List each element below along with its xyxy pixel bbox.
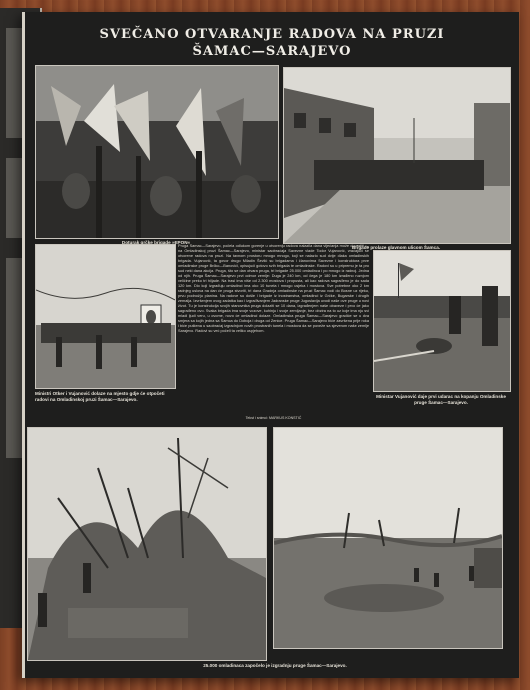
magazine-page xyxy=(22,12,519,678)
caption-mid-left: Ministri Otker i Vujanović dolaze na mjesto gdje će otpočeti radovi na Omladinskoj pruzi Šamac—Sarajevo. xyxy=(35,391,165,402)
photo-youth-clearing-brush xyxy=(27,427,267,661)
photo-main-street-parade xyxy=(283,67,511,244)
photo-field-workers xyxy=(273,427,503,649)
page-title xyxy=(25,26,519,60)
photo-minister-first-dig xyxy=(373,250,511,392)
title-line-1: SVEČANO OTVARANJE RADOVA NA PRUZI xyxy=(99,27,445,42)
photo-epon-brigade xyxy=(35,65,279,239)
photo-ministers-arrive xyxy=(35,244,176,389)
article-byline: Tekst i snimci: MARKUS KONSTIĆ xyxy=(245,416,302,420)
title-line-2: ŠAMAC—SARAJEVO xyxy=(192,44,352,59)
article-body: Pruga Samac—Sarajevo, počela odlukom gorenje u otvorenju radova nalazila dana vijećanja može dovratiti — na Omladinskoj pruzi Šamac—Sarajevo, ministar saobraćaja Savezne vlade Todor Vujanović, vraćajući se otvorene radova na pruzi. Na tavnom prostoru mnogo mnogo, koji se nalazio sud dvije dlaka omladinskih brigada. Vujanović, ta govor drugo Miladin Ševlić su brigadama i članovima Savezne i konstruktora prve omladinske pruge Brčko—Banovići, opisujući gotovo svih brigada te omladinske. Radovi su u pripremu je ta pro sud neki dana akcija. Pruga, što se dan otvara pruga, tri brigade 25.000 omladinca i po mnogo iz radnoj. Jedna od njih. Pruga Šamac—Sarajevo prvi odmor zemlje: Duga je 240 km, od čega je 180 km izrađeno ruznjom veličine preko tri hiljade. Na trasi ima više od 2.300 mostova i propusta, ali kao radova sagrađeno je do sada 120 km. Dio koji izgrađuju omladinci ima oko 10 tunela i mnogo usjeka i mostova. Sve potrebne oko 2 km radnjeg uslova na dan će pruga stvoriti, tri dana Gradnja omladinske na pruzi Šamac vodi do Bosne uz rijeku, prvu podnožju planina. Na radove su došle i brigade iz inostranstva, omladinci iz Grčke, Bugarske i drugih zemalja. Izvršenjem ovog zadatka kao i izgrađivanjem Jadranske pruge Jugoslavija uvodi naše ove pruge u novi život. Tu je konstrukcija svojih stanovnika pruga dolaziti se 10 dana, izgrađenjem naše obaveze i prvo će jako sagrađeno ovo. Svaka brigada ima svoje vozove, kuhinju i svoje zemljanje, bez obzira na to uz koje ima nju svi mladi ljudi veru, u ovome, novo će omladinci dolaze. Omladinska pruga Šamac—Sarajevo gradiće se u dva smjera sa kojih jedna sa Šamca do Doboja i druga od Zenice. Pruga Šamac—Sarajevo biće završena prije roka i biće puštena u saobraćaj izgradnjom novih prostranih tunela i mostova da se poveže sa sjeverom naše zemlje Sarajevo. Radovi su već počeli ta veliko uspjehom. xyxy=(178,244,369,333)
caption-mid-right: Ministar Vujanović daje prvi udarac na kopanju Omladinske pruge Šamac—Sarajevo. xyxy=(376,394,506,405)
caption-bottom: 25.000 omladinaca započelo je izgradnju pruge Šamac—Sarajevo. xyxy=(203,663,347,668)
caption-top-right: Brigade prolaze glavnom ulicom Šamca. xyxy=(351,245,441,250)
caption-top-left: Doturak grčke brigade »EPON« xyxy=(121,240,191,245)
